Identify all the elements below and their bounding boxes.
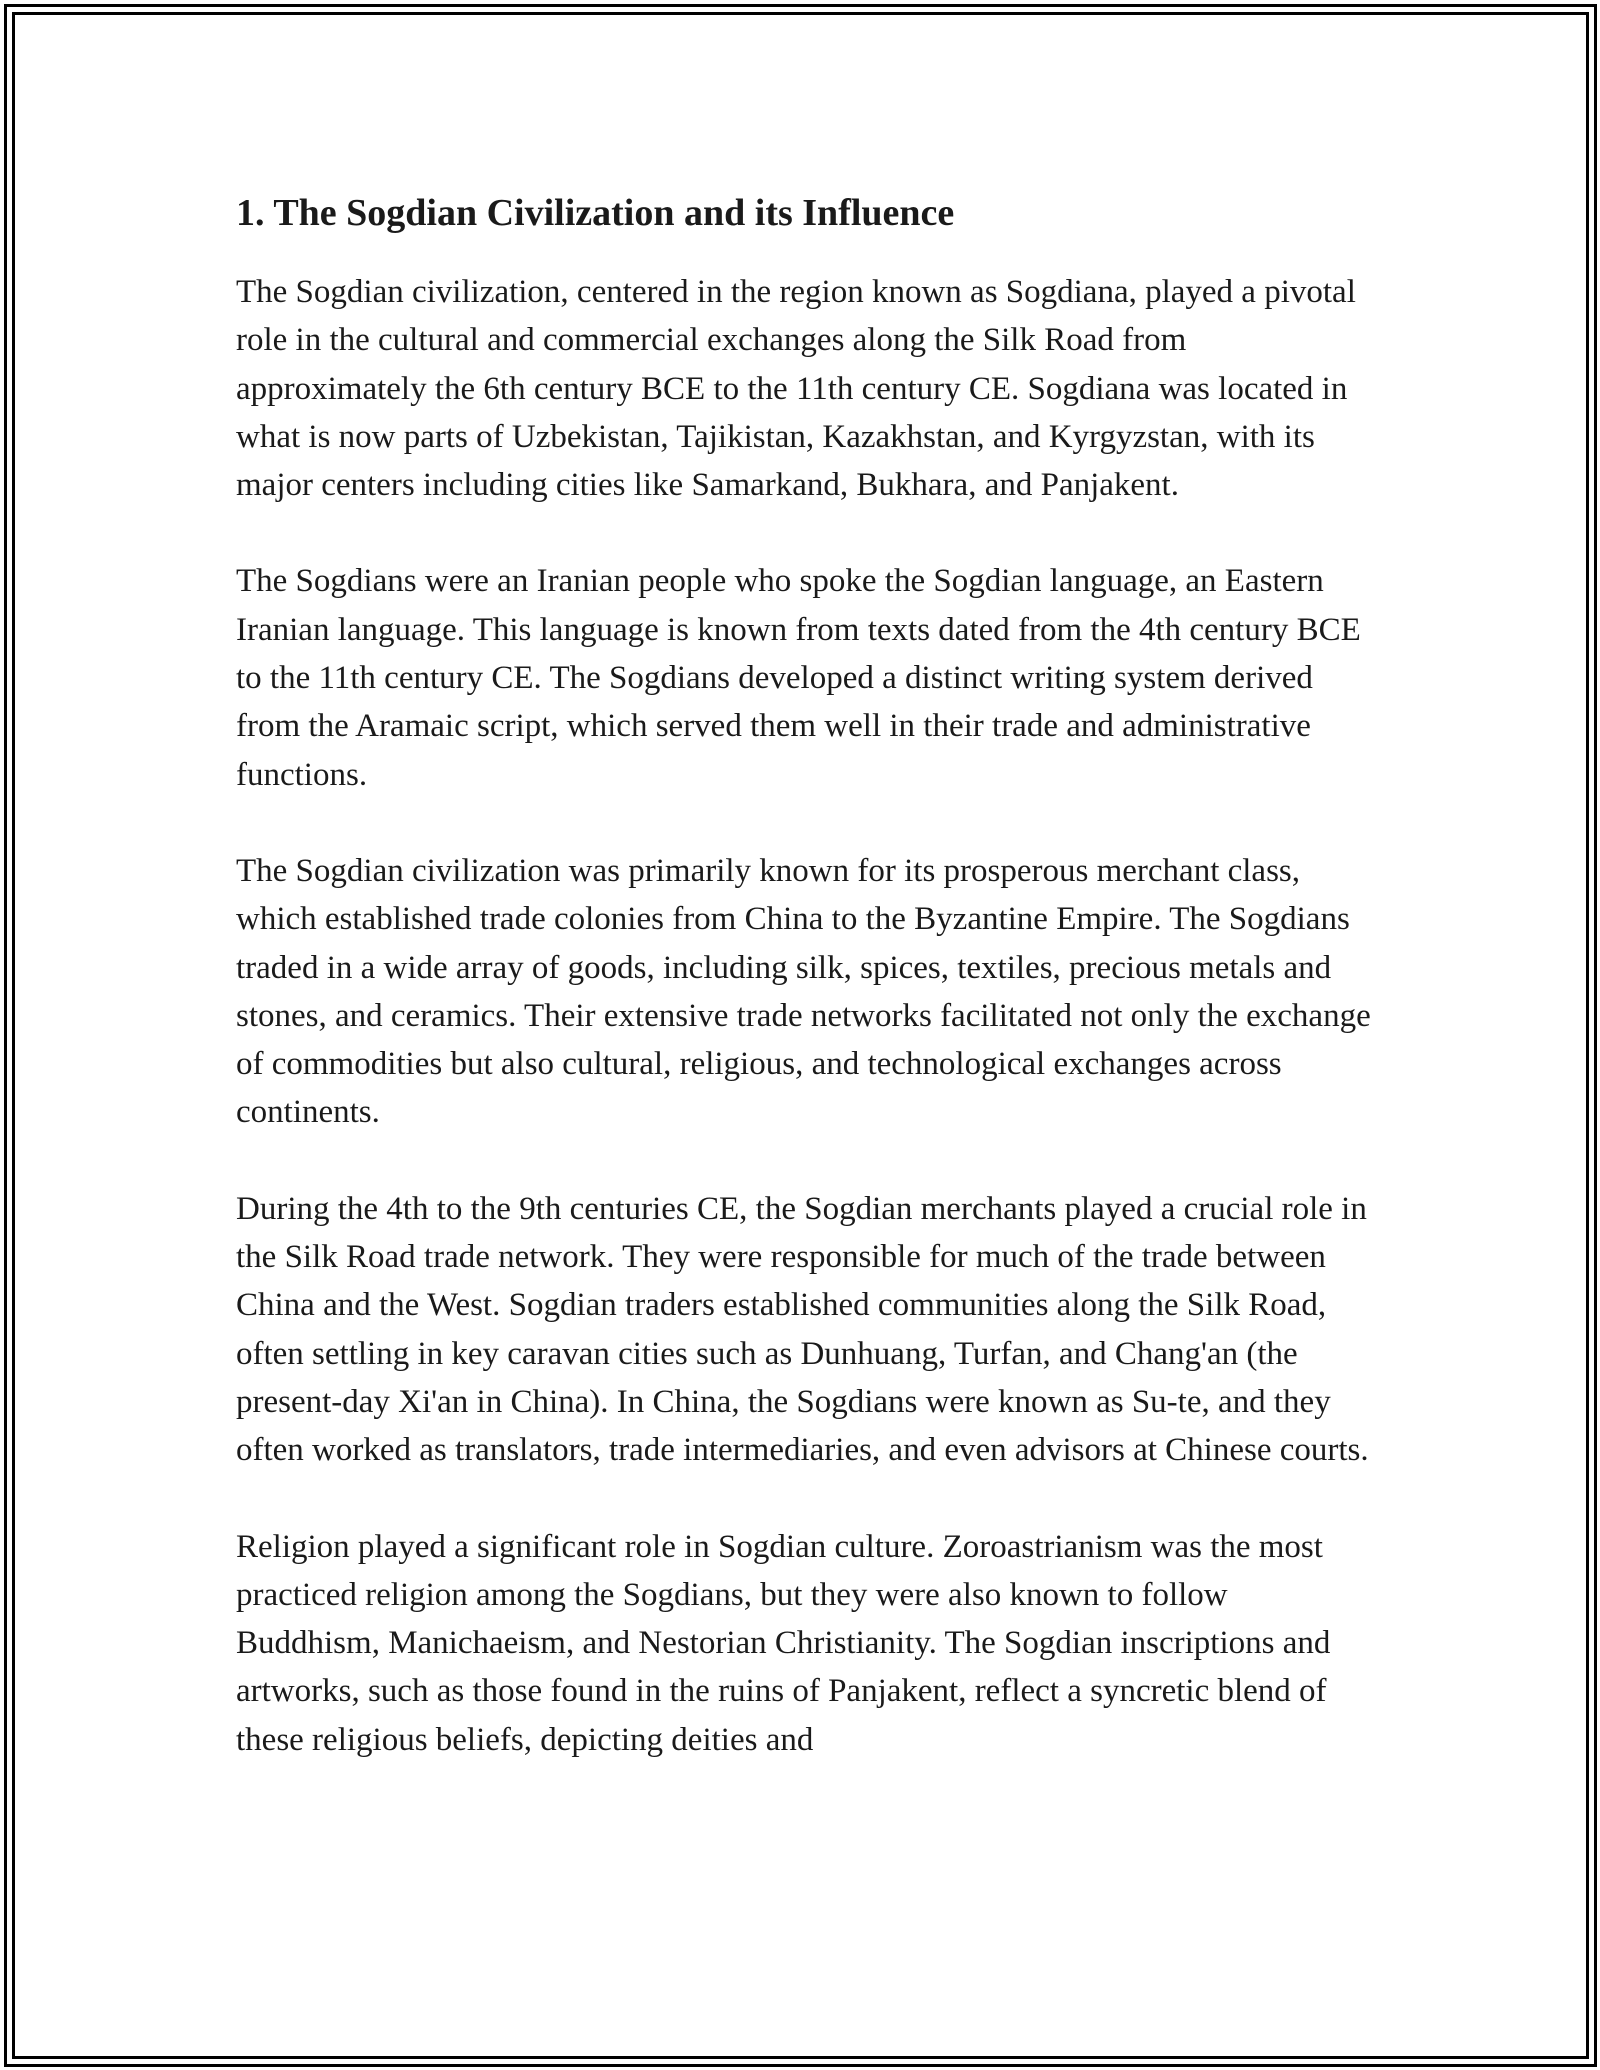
document-body xyxy=(236,180,1376,1812)
paragraph-silk-road-trade: During the 4th to the 9th centuries CE, the Sogdian merchants played a crucial role in the Silk Road trade network. They were responsible for much of the trade between China and the West. Sogdian traders established communities along the Silk Road, often settling in key caravan cities such as Dunhuang, Turfan, and Chang'an (the present-day Xi'an in China). In China, the Sogdians were known as Su-te, and they often worked as translators, trade intermediaries, and even advisors at Chinese courts. xyxy=(236,1190,1369,1469)
paragraph-sogdiana-location: The Sogdian civilization, centered in the region known as Sogdiana, played a pivotal role in the cultural and commercial exchanges along the Silk Road from approximately the 6th century BCE to the 11th century CE. Sogdiana was located in what is now parts of Uzbekistan, Tajikistan, Kazakhstan, and Kyrgyzstan, with its major centers including cities like Samarkand, Bukhara, and Panjakent. xyxy=(236,274,1356,504)
paragraph-sogdian-language: The Sogdians were an Iranian people who spoke the Sogdian language, an Eastern Iranian language. This language is known from texts dated from the 4th century BCE to the 11th century CE. The Sogdians developed a distinct writing system derived from the Aramaic script, which served them well in their trade and administrative functions. xyxy=(236,563,1361,793)
paragraph-religion: Religion played a significant role in Sogdian culture. Zoroastrianism was the most practiced religion among the Sogdians, but they were also known to follow Buddhism, Manichaeism, and Nestorian Christianity. The Sogdian inscriptions and artworks, such as those found in the ruins of Panjakent, reflect a syncretic blend of these religious beliefs, depicting deities and xyxy=(236,1528,1331,1758)
section-heading: 1. The Sogdian Civilization and its Influence xyxy=(236,192,955,234)
paragraph-merchant-class: The Sogdian civilization was primarily known for its prosperous merchant class, which established trade colonies from China to the Byzantine Empire. The Sogdians traded in a wide array of goods, including silk, spices, textiles, precious metals and stones, and ceramics. Their extensive trade networks facilitated not only the exchange of commodities but also cultural, religious, and technological exchanges across continents. xyxy=(236,852,1371,1131)
